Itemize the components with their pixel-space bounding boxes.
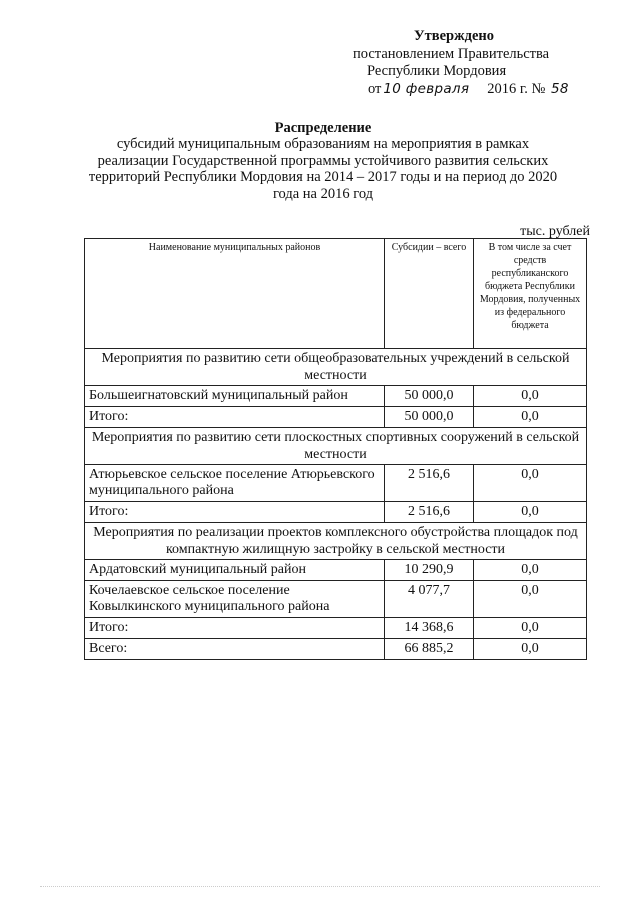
section-title: Мероприятия по развитию сети плоскостных спортивных сооружений в сельской местности [85,428,587,465]
row-federal: 0,0 [474,465,587,502]
row-name: Большеигнатовский муниципальный район [85,386,385,407]
grand-total-label: Всего: [85,639,385,660]
approval-date-line [350,81,575,99]
handwritten-date: 10 февраля [383,80,470,97]
subtotal-row [85,502,587,523]
row-name: Атюрьевское сельское поселение Атюрьевского муниципального района [85,465,385,502]
subtotal-row [85,407,587,428]
subtotal-federal: 0,0 [474,502,587,523]
section-row [85,523,587,560]
subsidy-table [84,238,587,660]
row-name: Ардатовский муниципальный район [85,560,385,581]
approval-block [350,28,575,98]
approval-line-republic: Республики Мордовия [367,63,507,79]
subtotal-label: Итого: [85,618,385,639]
approval-line-decree: постановлением Правительства [353,45,550,62]
row-total: 4 077,7 [385,581,474,618]
table-row [85,560,587,581]
approval-from-label: от [368,80,382,97]
table-row [85,581,587,618]
row-total: 2 516,6 [385,465,474,502]
document-title [88,120,558,202]
subtotal-total: 14 368,6 [385,618,474,639]
title-heading: Распределение [274,120,372,136]
row-name: Кочелаевское сельское поселение Ковылкинского муниципального района [85,581,385,618]
grand-total-total: 66 885,2 [385,639,474,660]
row-total: 10 290,9 [385,560,474,581]
title-line-2: реализации Государственной программы устойчивого развития сельских [97,152,549,169]
header-total: Субсидии – всего [385,239,474,349]
row-federal: 0,0 [474,581,587,618]
table-row [85,465,587,502]
subtotal-total: 50 000,0 [385,407,474,428]
table-row [85,386,587,407]
subtotal-total: 2 516,6 [385,502,474,523]
handwritten-number: 58 [550,80,569,97]
section-title: Мероприятия по реализации проектов комплексного обустройства площадок под компактную жилищную застройку в сельской местности [85,523,587,560]
header-name: Наименование муниципальных районов [85,239,385,349]
subtotal-federal: 0,0 [474,618,587,639]
subtotal-label: Итого: [85,502,385,523]
row-federal: 0,0 [474,560,587,581]
row-federal: 0,0 [474,386,587,407]
section-row [85,428,587,465]
scan-artifact-line [40,886,600,887]
approval-heading: Утверждено [414,28,494,44]
subtotal-row [85,618,587,639]
header-federal: В том числе за счет средств республиканского бюджета Республики Мордовия, полученных из федерального бюджета [474,239,587,349]
approval-year: 2016 г. № [487,80,546,97]
table-header-row [85,239,587,349]
subtotal-federal: 0,0 [474,407,587,428]
subtotal-label: Итого: [85,407,385,428]
units-label: тыс. рублей [520,224,590,239]
grand-total-federal: 0,0 [474,639,587,660]
title-line-3: территорий Республики Мордовия на 2014 – 2017 годы и на период до 2020 [88,169,558,186]
section-title: Мероприятия по развитию сети общеобразовательных учреждений в сельской местности [85,349,587,386]
section-row [85,349,587,386]
title-line-4: года на 2016 год [272,185,374,202]
title-line-1: субсидий муниципальным образованиям на мероприятия в рамках [116,136,530,153]
row-total: 50 000,0 [385,386,474,407]
grand-total-row [85,639,587,660]
